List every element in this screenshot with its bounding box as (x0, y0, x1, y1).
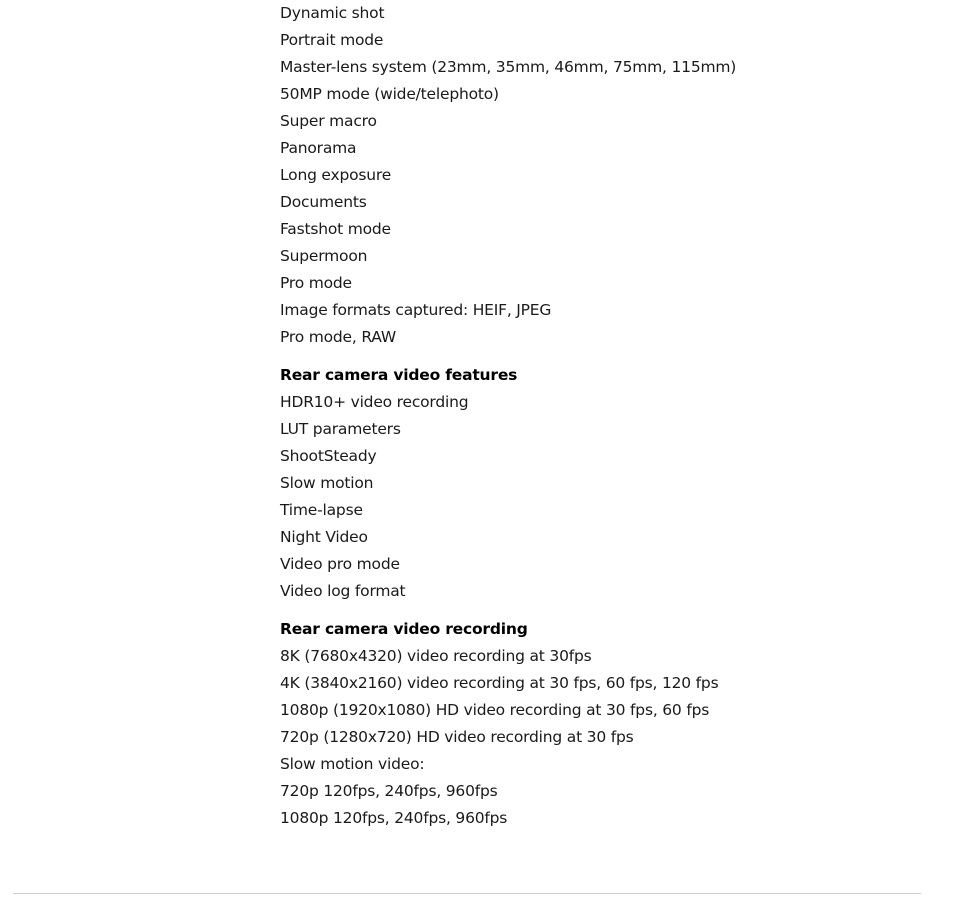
section-divider (13, 893, 921, 894)
list-item: Master-lens system (23mm, 35mm, 46mm, 75mm, 115mm) (280, 58, 737, 76)
list-item: 50MP mode (wide/telephoto) (280, 85, 499, 103)
list-item: Night Video (280, 528, 368, 546)
list-item: 720p 120fps, 240fps, 960fps (280, 782, 498, 800)
list-item: Pro mode (280, 274, 352, 292)
section-gap (280, 351, 920, 362)
list-item: 720p (1280x720) HD video recording at 30 fps (280, 728, 634, 746)
list-item: HDR10+ video recording (280, 393, 469, 411)
list-item: 1080p (1920x1080) HD video recording at 30 fps, 60 fps (280, 701, 710, 719)
list-item: ShootSteady (280, 447, 377, 465)
list-item: Dynamic shot (280, 4, 385, 22)
list-item: 1080p 120fps, 240fps, 960fps (280, 809, 508, 827)
spec-content (280, 0, 920, 832)
list-item: 4K (3840x2160) video recording at 30 fps, 60 fps, 120 fps (280, 674, 719, 692)
list-item: Long exposure (280, 166, 392, 184)
section-heading-video-features: Rear camera video features (280, 366, 518, 384)
list-item: Time-lapse (280, 501, 363, 519)
list-item: Slow motion (280, 474, 374, 492)
list-item: LUT parameters (280, 420, 401, 438)
list-item: 8K (7680x4320) video recording at 30fps (280, 647, 592, 665)
section-heading-video-recording: Rear camera video recording (280, 620, 528, 638)
list-item: Supermoon (280, 247, 368, 265)
list-item: Slow motion video: (280, 755, 425, 773)
list-item: Pro mode, RAW (280, 328, 396, 346)
list-item: Super macro (280, 112, 377, 130)
list-item: Fastshot mode (280, 220, 391, 238)
list-item: Panorama (280, 139, 357, 157)
list-item: Image formats captured: HEIF, JPEG (280, 301, 552, 319)
list-item: Portrait mode (280, 31, 384, 49)
list-item: Video pro mode (280, 555, 400, 573)
section-gap (280, 605, 920, 616)
list-item: Documents (280, 193, 367, 211)
list-item: Video log format (280, 582, 406, 600)
